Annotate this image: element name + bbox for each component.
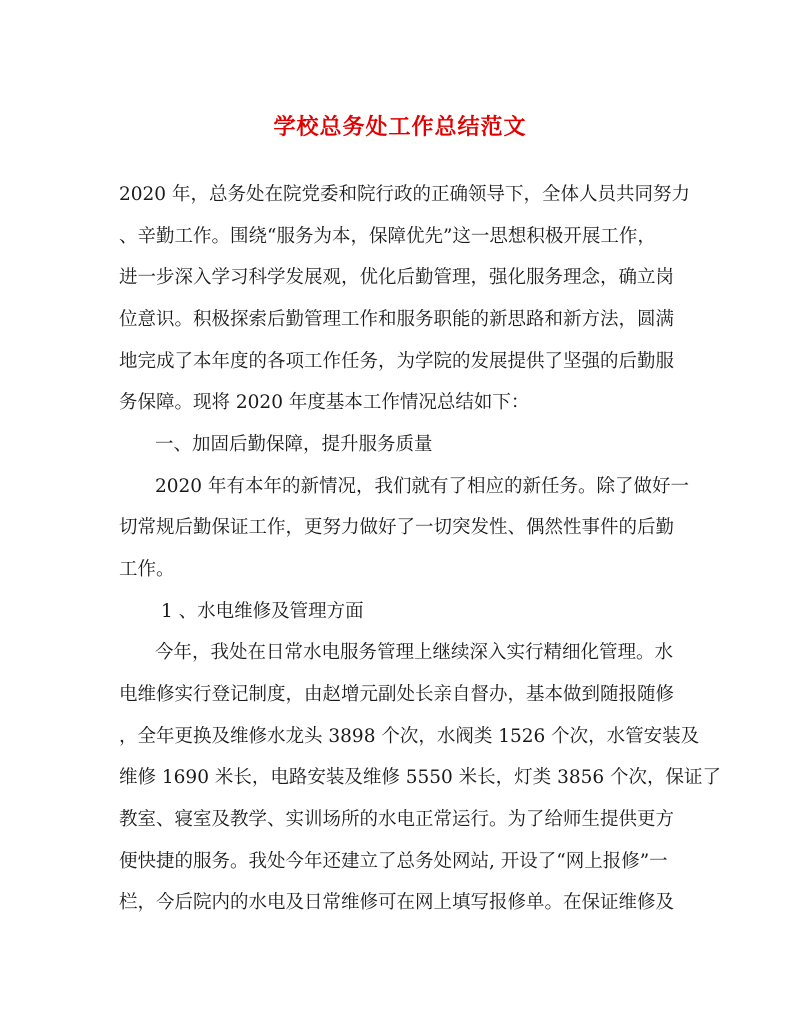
paragraph-line: 便快捷的服务。我处今年还建立了总务处网站, 开设了“网上报修”一 — [119, 851, 668, 872]
paragraph-line: 位意识。积极探索后勤管理工作和服务职能的新思路和新方法，圆满 — [119, 309, 675, 330]
subsection-heading: 1 、水电维修及管理方面 — [161, 601, 364, 622]
paragraph-line: 进一步深入学习科学发展观，优化后勤管理，强化服务理念，确立岗 — [119, 267, 675, 288]
paragraph-line: 栏，今后院内的水电及日常维修可在网上填写报修单。在保证维修及 — [119, 892, 675, 913]
paragraph-line: 、辛勤工作。围绕“服务为本，保障优先”这一思想积极开展工作， — [119, 226, 656, 247]
document-title: 学校总务处工作总结范文 — [273, 114, 527, 140]
paragraph-line: ，全年更换及维修水龙头 3898 个次，水阀类 1526 个次，水管安装及 — [119, 726, 700, 747]
paragraph-line: 工作。 — [119, 559, 175, 580]
paragraph-line: 切常规后勤保证工作，更努力做好了一切突发性、偶然性事件的后勤 — [119, 517, 675, 538]
paragraph-line: 今年，我处在日常水电服务管理上继续深入实行精细化管理。水 — [155, 642, 674, 663]
paragraph-line: 维修 1690 米长，电路安装及维修 5550 米长，灯类 3856 个次，保证了 — [119, 767, 722, 788]
paragraph-line: 2020 年，总务处在院党委和院行政的正确领导下，全体人员共同努力 — [119, 184, 690, 205]
paragraph-line: 2020 年有本年的新情况，我们就有了相应的新任务。除了做好一 — [155, 476, 689, 497]
paragraph-line: 电维修实行登记制度，由赵增元副处长亲自督办，基本做到随报随修 — [119, 684, 675, 705]
section-heading: 一、加固后勤保障，提升服务质量 — [155, 434, 433, 455]
paragraph-line: 务保障。现将 2020 年度基本工作情况总结如下： — [119, 392, 530, 413]
paragraph-line: 教室、寝室及教学、实训场所的水电正常运行。为了给师生提供更方 — [119, 809, 675, 830]
paragraph-line: 地完成了本年度的各项工作任务，为学院的发展提供了坚强的后勤服 — [119, 351, 675, 372]
